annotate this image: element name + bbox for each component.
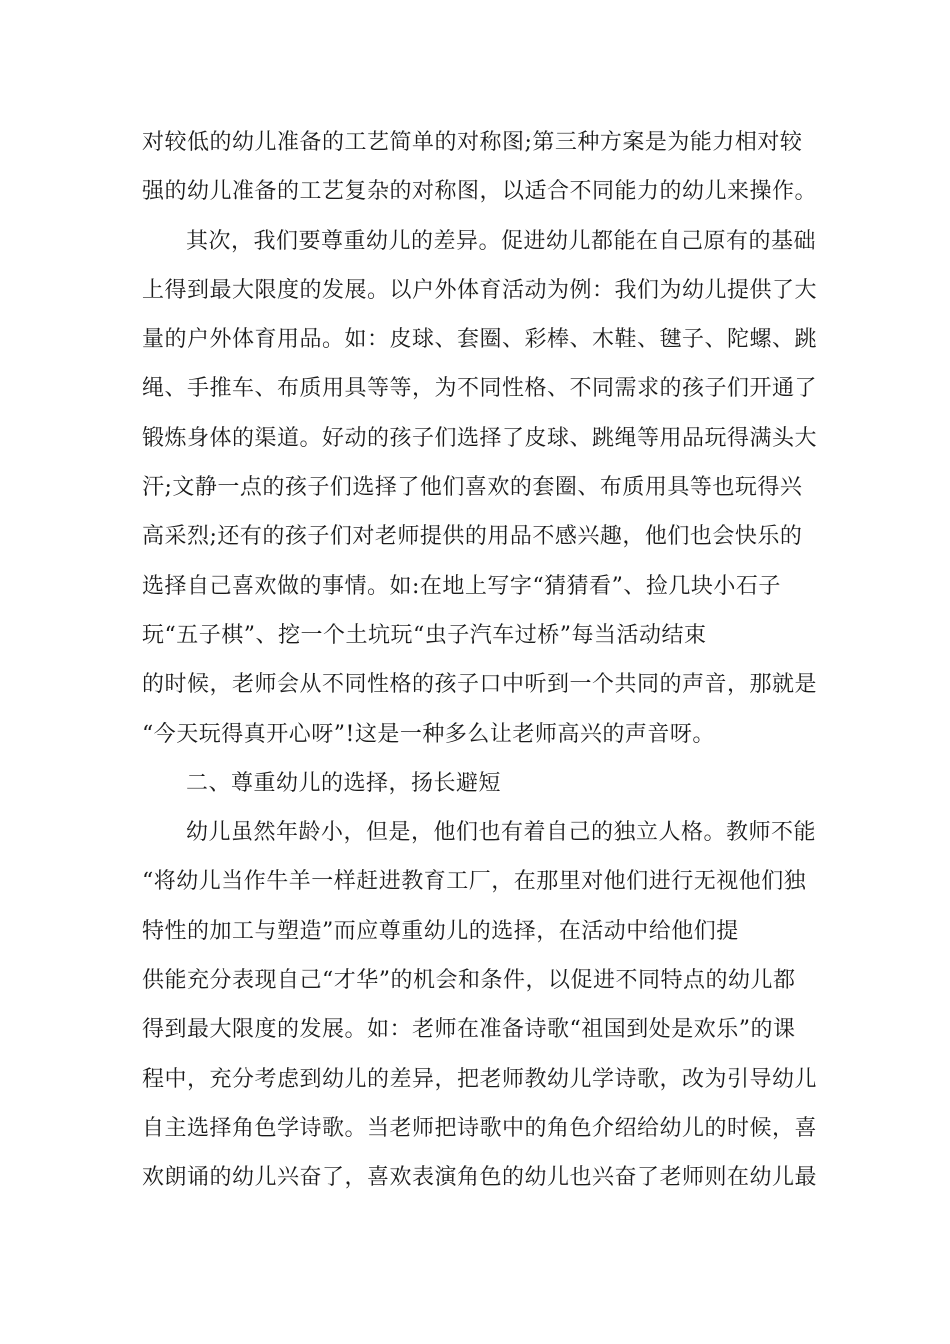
text-line: 强的幼儿准备的工艺复杂的对称图，以适合不同能力的幼儿来操作。 [142, 179, 818, 205]
text-line: 绳、手推车、布质用具等等，为不同性格、不同需求的孩子们开通了 [142, 376, 818, 402]
text-line: 上得到最大限度的发展。以户外体育活动为例：我们为幼儿提供了大 [142, 277, 818, 303]
text-line: 得到最大限度的发展。如：老师在准备诗歌“祖国到处是欢乐”的课 [142, 1017, 796, 1043]
text-line: 二、尊重幼儿的选择，扬长避短 [186, 770, 502, 796]
text-line: 自主选择角色学诗歌。当老师把诗歌中的角色介绍给幼儿的时候，喜 [142, 1115, 818, 1141]
text-line: 选择自己喜欢做的事情。如:在地上写字“猜猜看”、捡几块小石子 [142, 573, 781, 599]
text-line: 对较低的幼儿准备的工艺简单的对称图;第三种方案是为能力相对较 [142, 130, 803, 155]
text-line: “将幼儿当作牛羊一样赶进教育工厂，在那里对他们进行无视他们独 [142, 869, 807, 895]
text-line: 程中，充分考虑到幼儿的差异，把老师教幼儿学诗歌，改为引导幼儿 [142, 1066, 818, 1092]
text-line: 高采烈;还有的孩子们对老师提供的用品不感兴趣，他们也会快乐的 [142, 524, 803, 550]
text-line: 其次，我们要尊重幼儿的差异。促进幼儿都能在自己原有的基础 [186, 228, 817, 254]
text-line: 的时候，老师会从不同性格的孩子口中听到一个共同的声音，那就是 [142, 672, 818, 698]
text-line: 欢朗诵的幼儿兴奋了，喜欢表演角色的幼儿也兴奋了老师则在幼儿最 [142, 1165, 818, 1191]
text-line: 锻炼身体的渠道。好动的孩子们选择了皮球、跳绳等用品玩得满头大 [142, 425, 818, 451]
document-body [142, 118, 842, 1203]
text-line: 汗;文静一点的孩子们选择了他们喜欢的套圈、布质用具等也玩得兴 [142, 475, 803, 501]
text-line: 玩“五子棋”、挖一个土坑玩“虫子汽车过桥”每当活动结束 [142, 622, 707, 648]
text-line: “今天玩得真开心呀”!这是一种多么让老师高兴的声音呀。 [142, 721, 715, 747]
text-line: 特性的加工与塑造”而应尊重幼儿的选择，在活动中给他们提 [142, 918, 739, 944]
text-line: 幼儿虽然年龄小，但是，他们也有着自己的独立人格。教师不能 [186, 820, 817, 846]
text-line: 量的户外体育用品。如：皮球、套圈、彩棒、木鞋、毽子、陀螺、跳 [142, 327, 818, 353]
text-line: 供能充分表现自己“才华”的机会和条件，以促进不同特点的幼儿都 [142, 968, 796, 994]
